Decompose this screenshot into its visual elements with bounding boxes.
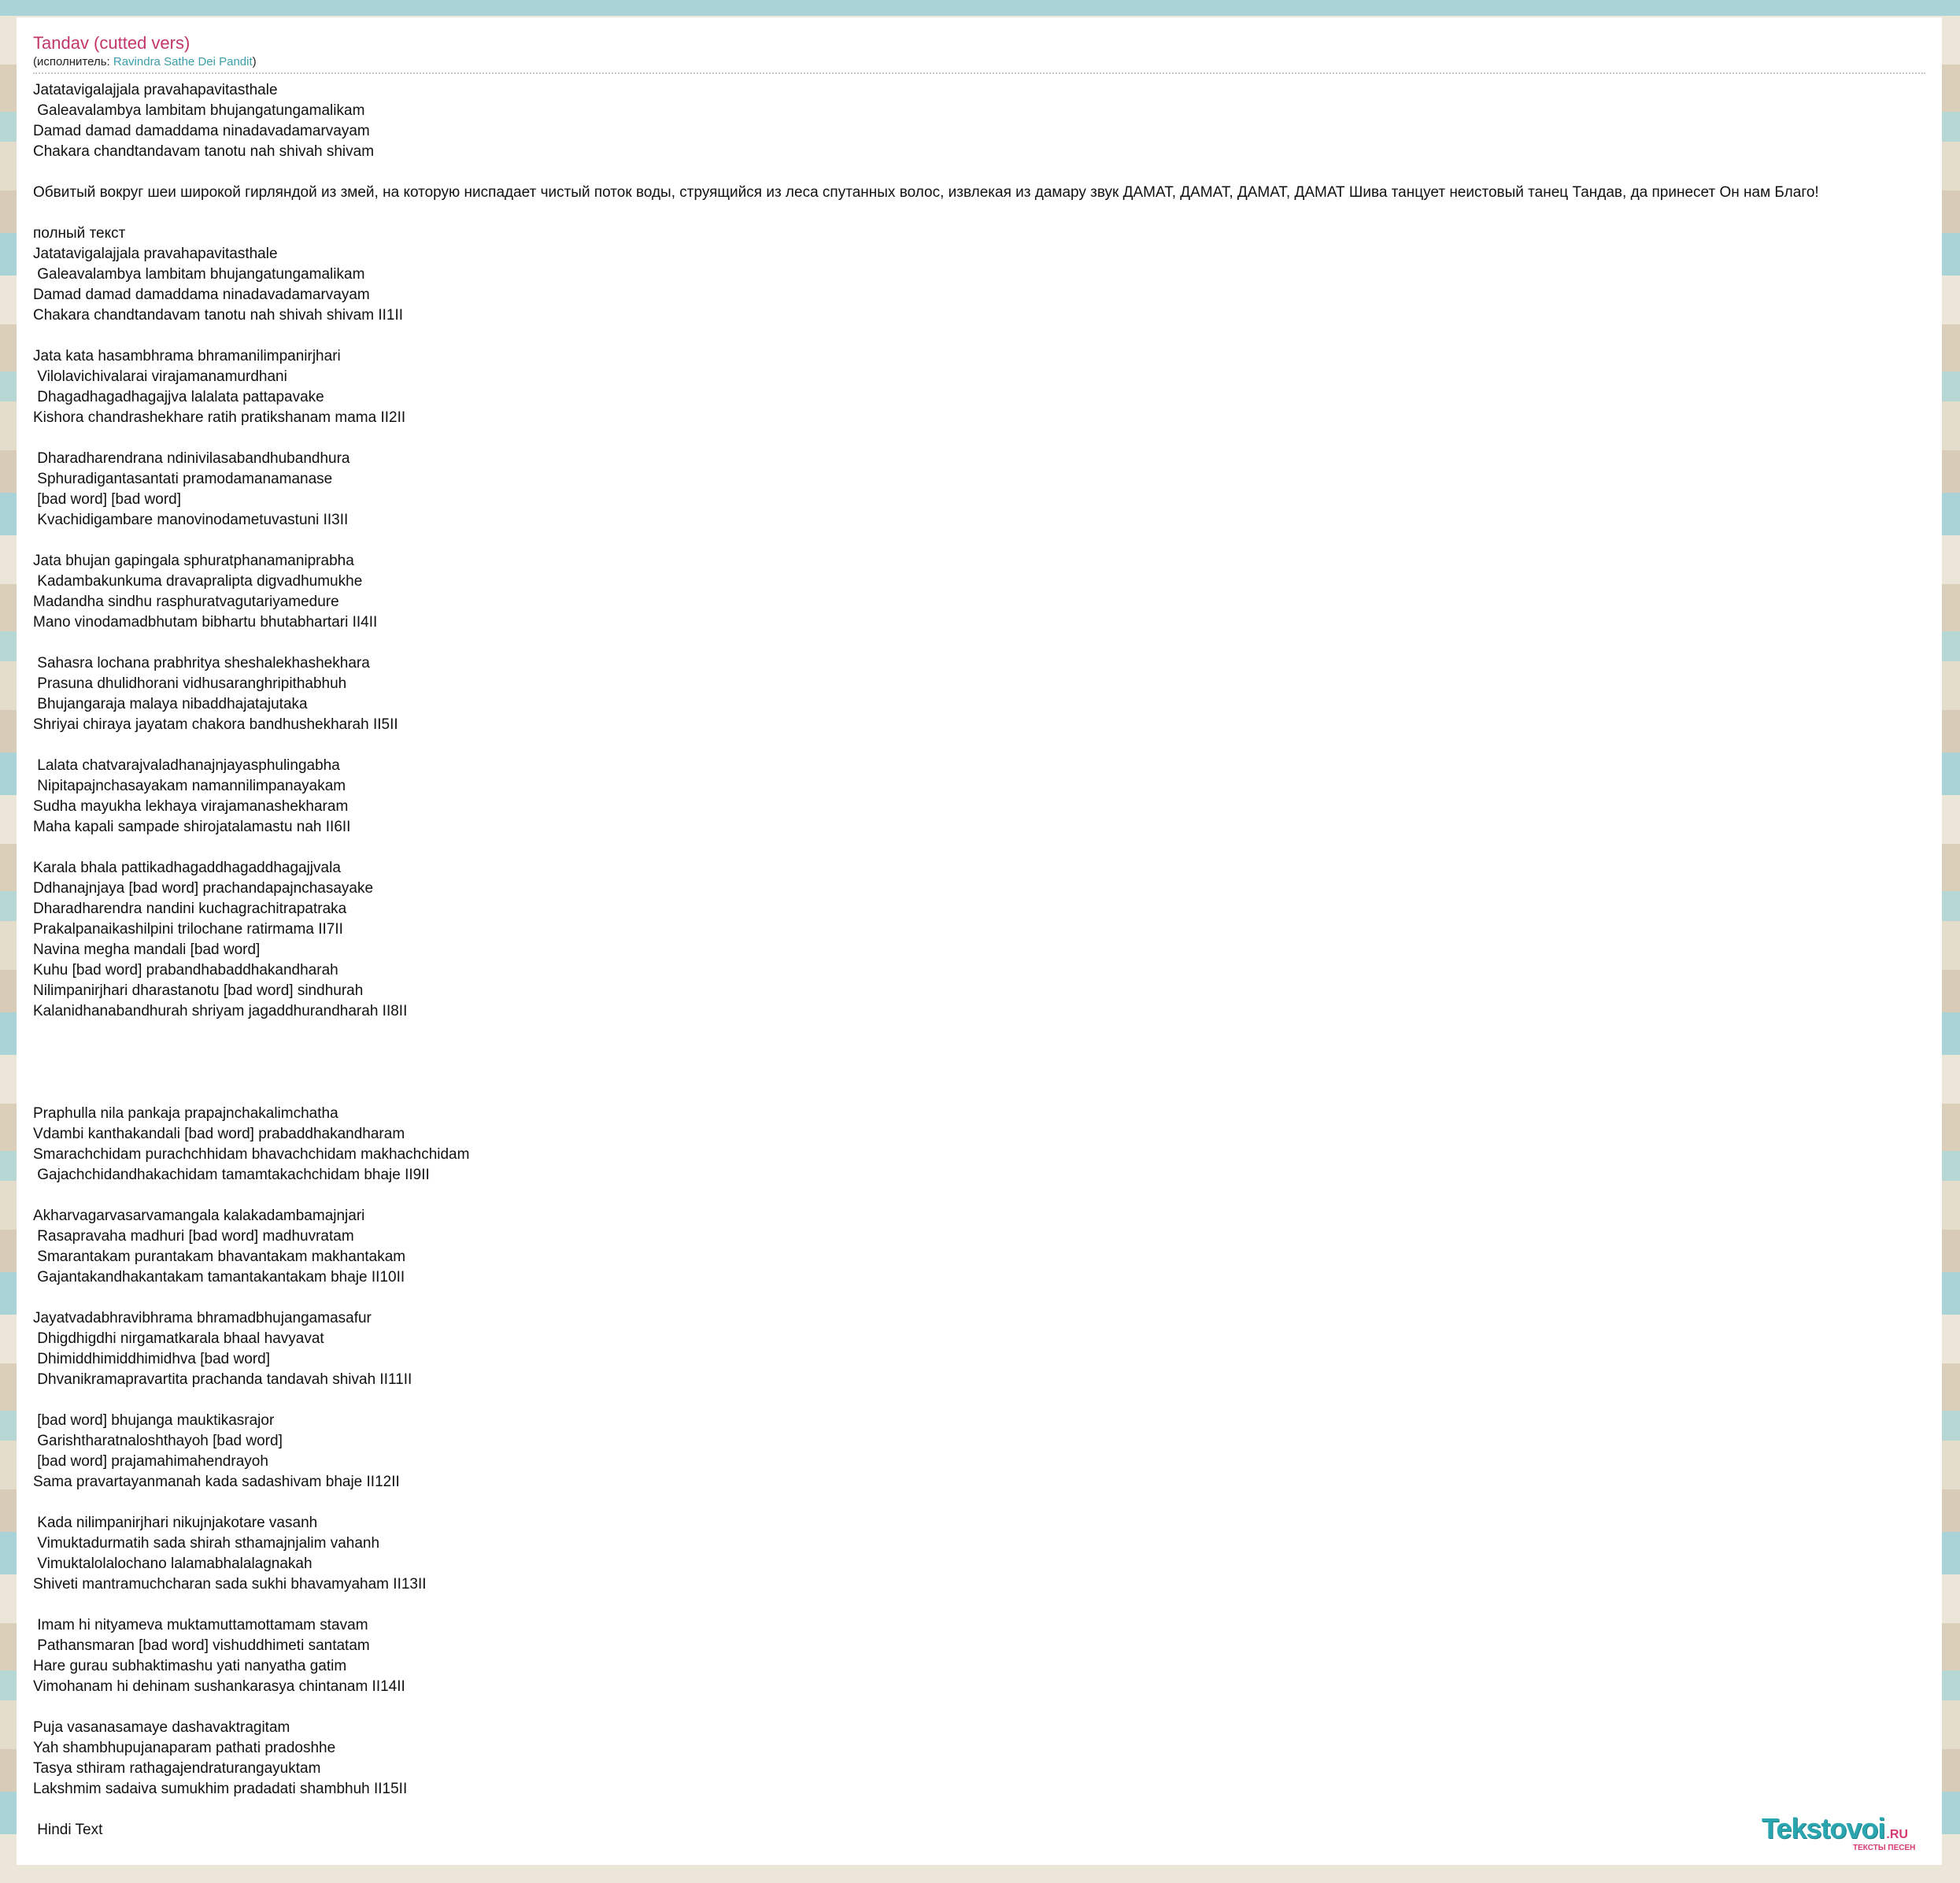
lyric-line: Hare gurau subhaktimashu yati nanyatha gatim xyxy=(33,1658,347,1674)
lyric-line: Kuhu [bad word] prabandhabaddhakandharah xyxy=(33,962,338,978)
artist-line xyxy=(33,55,257,68)
lyric-line: [bad word] bhujanga mauktikasrajor xyxy=(33,1412,275,1429)
lyric-line: Imam hi nityameva muktamuttamottamam stavam xyxy=(33,1617,368,1633)
lyric-line: Navina megha mandali [bad word] xyxy=(33,942,261,958)
lyric-line xyxy=(33,1390,1819,1411)
lyric-line xyxy=(33,326,1819,346)
lyric-line: Dhvanikramapravartita prachanda tandavah shivah II11II xyxy=(33,1371,412,1388)
lyric-line: Nilimpanirjhari dharastanotu [bad word] sindhurah xyxy=(33,982,364,999)
logo-name: Tekstovoi xyxy=(1762,1812,1885,1844)
lyric-line xyxy=(33,1800,1819,1820)
lyric-line: Madandha sindhu rasphuratvagutariyamedure xyxy=(33,594,339,610)
lyric-line xyxy=(33,1186,1819,1206)
lyric-line: Damad damad damaddama ninadavadamarvayam xyxy=(33,287,370,303)
lyric-line: Galeavalambya lambitam bhujangatungamalikam xyxy=(33,102,365,119)
artist-prefix: (исполнитель: xyxy=(33,55,113,68)
lyric-line: Dharadharendrana ndinivilasabandhubandhura xyxy=(33,450,350,467)
lyric-line: Maha kapali sampade shirojatalamastu nah II6II xyxy=(33,819,351,835)
lyric-line: Akharvagarvasarvamangala kalakadambamajnjari xyxy=(33,1208,365,1224)
lyric-line: Vilolavichivalarai virajamanamurdhani xyxy=(33,368,287,385)
lyric-line: Обвитый вокруг шеи широкой гирляндой из змей, на которую ниспадает чистый поток воды, струящийся из леса спутанных волос, извлекая из дамару звук ДАМАТ, ДАМАТ, ДАМАТ, ДАМАТ Шива танцует неистовый танец Тандав, да принесет Он нам Благо! xyxy=(33,184,1819,201)
lyric-line: Hindi Text xyxy=(33,1822,103,1838)
lyrics-text xyxy=(33,80,1819,1840)
lyric-line: [bad word] prajamahimahendrayoh xyxy=(33,1453,268,1470)
lyric-line xyxy=(33,1022,1819,1042)
artist-suffix: ) xyxy=(252,55,257,68)
lyric-line: Sahasra lochana prabhritya sheshalekhashekhara xyxy=(33,655,370,671)
lyric-line: Dharadharendra nandini kuchagrachitrapatraka xyxy=(33,901,347,917)
lyric-line xyxy=(33,1063,1819,1083)
lyric-line xyxy=(33,1083,1819,1104)
logo-tagline: ТЕКСТЫ ПЕСЕН xyxy=(1853,1844,1916,1852)
lyric-line: [bad word] [bad word] xyxy=(33,491,181,508)
lyric-line: Vdambi kanthakandali [bad word] prabaddhakandharam xyxy=(33,1126,405,1142)
lyric-line: Galeavalambya lambitam bhujangatungamalikam xyxy=(33,266,365,283)
lyric-line: Prakalpanaikashilpini trilochane ratirmama II7II xyxy=(33,921,343,938)
lyric-line: Jayatvadabhravibhrama bhramadbhujangamasafur xyxy=(33,1310,372,1326)
lyric-line xyxy=(33,1697,1819,1718)
lyric-line: Chakara chandtandavam tanotu nah shivah shivam II1II xyxy=(33,307,404,324)
lyric-line: Praphulla nila pankaja prapajnchakalimchatha xyxy=(33,1105,338,1122)
lyric-line: Kishora chandrashekhare ratih pratikshanam mama II2II xyxy=(33,409,406,426)
lyric-line xyxy=(33,633,1819,653)
lyric-line xyxy=(33,735,1819,756)
lyric-line: Dhimiddhimiddhimidhva [bad word] xyxy=(33,1351,270,1367)
lyric-line: Jata kata hasambhrama bhramanilimpanirjhari xyxy=(33,348,341,364)
lyric-line: Dhigdhigdhi nirgamatkarala bhaal havyavat xyxy=(33,1330,324,1347)
lyric-line: Gajachchidandhakachidam tamamtakachchidam bhaje II9II xyxy=(33,1167,430,1183)
lyric-line: Sama pravartayanmanah kada sadashivam bhaje II12II xyxy=(33,1474,400,1490)
logo-tld: .RU xyxy=(1886,1828,1908,1841)
lyric-line: Lalata chatvarajvaladhanajnjayasphulingabha xyxy=(33,757,340,774)
title-divider xyxy=(33,72,1925,74)
lyric-line: Dhagadhagadhagajjva lalalata pattapavake xyxy=(33,389,324,405)
lyric-line: Vimuktadurmatih sada shirah sthamajnjalim vahanh xyxy=(33,1535,380,1552)
lyric-line: Chakara chandtandavam tanotu nah shivah shivam xyxy=(33,143,375,160)
lyric-line: Sudha mayukha lekhaya virajamanashekharam xyxy=(33,798,349,815)
lyric-line: Yah shambhupujanaparam pathati pradoshhe xyxy=(33,1740,336,1756)
lyric-line: Puja vasanasamaye dashavaktragitam xyxy=(33,1719,290,1736)
lyric-line: Rasapravaha madhuri [bad word] madhuvratam xyxy=(33,1228,354,1245)
lyric-line: Smarantakam purantakam bhavantakam makhantakam xyxy=(33,1249,406,1265)
lyric-line xyxy=(33,531,1819,551)
lyric-line: Kadambakunkuma dravapralipta digvadhumukhe xyxy=(33,573,363,590)
lyric-line: Karala bhala pattikadhagaddhagaddhagajjvala xyxy=(33,860,341,876)
lyric-line: Jatatavigalajjala pravahapavitasthale xyxy=(33,246,278,262)
lyrics-page xyxy=(17,17,1942,1865)
lyric-line: Nipitapajnchasayakam namannilimpanayakam xyxy=(33,778,346,794)
lyric-line: Smarachchidam purachchhidam bhavachchidam makhachchidam xyxy=(33,1146,470,1163)
artist-link[interactable]: Ravindra Sathe Dei Pandit xyxy=(113,55,253,68)
lyric-line: Mano vinodamadbhutam bibhartu bhutabhartari II4II xyxy=(33,614,378,631)
song-title: Tandav (cutted vers) xyxy=(33,33,190,53)
lyric-line: Sphuradigantasantati pramodamanamanase xyxy=(33,471,333,487)
lyric-line: полный текст xyxy=(33,225,126,242)
lyric-line: Prasuna dhulidhorani vidhusaranghripithabhuh xyxy=(33,675,347,692)
lyric-line xyxy=(33,162,1819,183)
lyric-line: Shiveti mantramuchcharan sada sukhi bhavamyaham II13II xyxy=(33,1576,427,1593)
lyric-line: Vimohanam hi dehinam sushankarasya chintanam II14II xyxy=(33,1678,405,1695)
lyric-line: Vimuktalolalochano lalamabhalalagnakah xyxy=(33,1556,312,1572)
lyric-line: Bhujangaraja malaya nibaddhajatajutaka xyxy=(33,696,308,712)
lyric-line: Gajantakandhakantakam tamantakantakam bhaje II10II xyxy=(33,1269,405,1286)
lyric-line: Jata bhujan gapingala sphuratphanamaniprabha xyxy=(33,553,354,569)
lyric-line xyxy=(33,1288,1819,1308)
lyric-line: Kalanidhanabandhurah shriyam jagaddhurandharah II8II xyxy=(33,1003,408,1019)
lyric-line: Tasya sthiram rathagajendraturangayuktam xyxy=(33,1760,321,1777)
lyric-line xyxy=(33,1595,1819,1615)
lyric-line xyxy=(33,203,1819,224)
lyric-line: Lakshmim sadaiva sumukhim pradadati shambhuh II15II xyxy=(33,1781,408,1797)
lyric-line: Jatatavigalajjala pravahapavitasthale xyxy=(33,82,278,98)
lyric-line xyxy=(33,428,1819,449)
site-logo[interactable] xyxy=(1762,1812,1916,1852)
lyric-line: Damad damad damaddama ninadavadamarvayam xyxy=(33,123,370,139)
lyric-line: Ddhanajnjaya [bad word] prachandapajnchasayake xyxy=(33,880,374,897)
lyric-line: Kada nilimpanirjhari nikujnjakotare vasanh xyxy=(33,1515,318,1531)
lyric-line xyxy=(33,1042,1819,1063)
lyric-line xyxy=(33,838,1819,858)
lyric-line: Kvachidigambare manovinodametuvastuni II3II xyxy=(33,512,349,528)
lyric-line xyxy=(33,1493,1819,1513)
lyric-line: Shriyai chiraya jayatam chakora bandhushekharah II5II xyxy=(33,716,398,733)
lyric-line: Garishtharatnaloshthayoh [bad word] xyxy=(33,1433,283,1449)
lyric-line: Pathansmaran [bad word] vishuddhimeti santatam xyxy=(33,1637,370,1654)
